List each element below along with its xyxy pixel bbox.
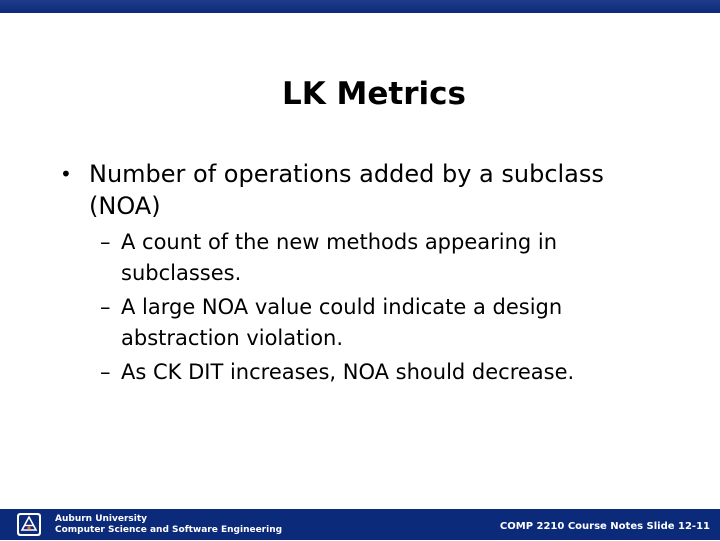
bullet-marker: •: [60, 162, 72, 186]
sub-bullet-marker: –: [100, 230, 111, 254]
sub-bullet-text: A large NOA value could indicate a design abstraction violation.: [121, 295, 563, 350]
footer-institution-block: [55, 514, 282, 536]
slide-title: LK Metrics: [281, 76, 466, 112]
slide-content: [60, 158, 680, 391]
footer-slide-ref: COMP 2210 Course Notes Slide 12-11: [499, 521, 710, 532]
sub-bullet-text: A count of the new methods appearing in subclasses.: [121, 230, 558, 285]
sub-bullet-marker: –: [100, 360, 111, 384]
bullet-item: [60, 158, 680, 222]
footer-department: Computer Science and Software Engineering: [55, 525, 283, 535]
sub-bullet-item: [100, 292, 680, 354]
footer-institution: Auburn University: [55, 514, 148, 524]
sub-bullet-marker: –: [100, 295, 111, 319]
top-header-bar: [0, 0, 720, 13]
bullet-text: Number of operations added by a subclass (NOA): [89, 160, 604, 220]
sub-bullet-item: [100, 227, 680, 289]
auburn-seal-icon: [16, 512, 42, 537]
footer-bar: [0, 509, 720, 540]
sub-bullet-item: [100, 357, 680, 388]
sub-bullet-text: As CK DIT increases, NOA should decrease.: [121, 360, 575, 384]
sub-bullet-list: [100, 227, 680, 388]
